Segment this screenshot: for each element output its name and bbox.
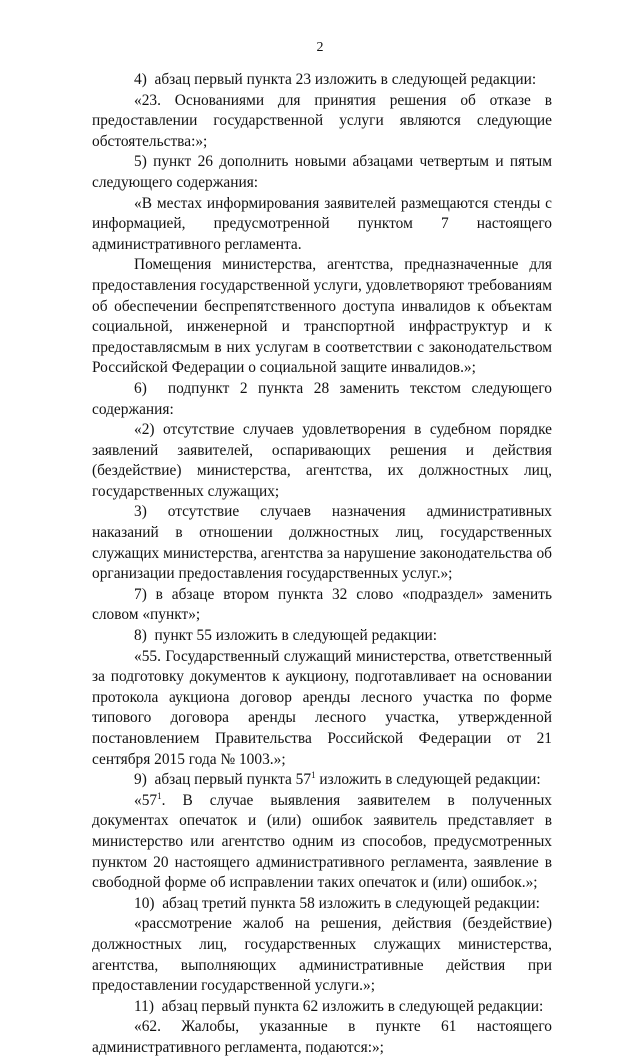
paragraph bbox=[92, 791, 552, 894]
paragraph: 4) абзац первый пункта 23 изложить в следующей редакции: bbox=[134, 71, 537, 88]
paragraph: 6) подпункт 2 пункта 28 заменить текстом следующего содержания: bbox=[92, 379, 552, 418]
paragraph: 11) абзац первый пункта 62 изложить в следующей редакции: bbox=[134, 997, 544, 1015]
paragraph: 5) пункт 26 дополнить новыми абзацами четвертым и пятым следующего содержания: bbox=[92, 153, 552, 191]
paragraph: 7) в абзаце втором пункта 32 слово «подраздел» заменить словом «пункт»; bbox=[92, 585, 552, 624]
paragraph: «55. Государственный служащий министерства, ответственный за подготовку документов к аукциону, подготавливает на основании протокола аукциона договор аренды лесного участка по форме типового договора аренды лесного участка, утвержденной постановлением Правительства Российской Федерации от 21 сентября 2015 года № 1003.»; bbox=[92, 647, 552, 768]
superscript: 1 bbox=[157, 790, 162, 801]
paragraph-text: . В случае выявления заявителем в полученных документах опечаток и (или) ошибок заявитель представляет в министерство или агентство одним из способов, предусмотренных пунктом 20 настоящего административного регламента, заявление в свободной форме об исправлении таких опечаток и (или) ошибок.»; bbox=[92, 791, 552, 892]
paragraph: «В местах информирования заявителей размещаются стенды с информацией, предусмотренной пунктом 7 настоящего административного регламента. bbox=[92, 194, 552, 253]
paragraph-text: изложить в следующей редакции: bbox=[315, 771, 541, 789]
superscript: 1 bbox=[311, 770, 316, 781]
paragraph-text: «57 bbox=[134, 791, 158, 809]
paragraph-text: 9) абзац первый пункта 57 bbox=[134, 771, 312, 789]
paragraph: 10) абзац третий пункта 58 изложить в следующей редакции: bbox=[134, 894, 540, 912]
paragraph: Помещения министерства, агентства, предназначенные для предоставления государственной услуги, удовлетворяют требованиям об обеспечении беспрепятственного доступа инвалидов к объектам социальной, инженерной и транспортной инфраструктур и к предоставлясмым в них услугам в соответствии с законодательством Российской Федерации о социальной защите инвалидов.»; bbox=[92, 256, 552, 377]
document-body bbox=[92, 70, 552, 1059]
paragraph bbox=[92, 770, 552, 791]
paragraph: «23. Основаниями для принятия решения об отказе в предоставлении государственной услуги являются следующие обстоятельства:»; bbox=[92, 91, 552, 150]
paragraph: 8) пункт 55 изложить в следующей редакции: bbox=[134, 627, 438, 645]
paragraph: «2) отсутствие случаев удовлетворения в судебном порядке заявлений заявителей, оспаривающих решения и действия (бездействие) министерства, агентства, их должностных лиц, государственных служащих; bbox=[92, 421, 552, 500]
paragraph: 3) отсутствие случаев назначения административных наказаний в отношении должностных лиц, государственных служащих министерства, агентства за нарушение законодательства об организации предоставления государственных услуг.»; bbox=[92, 503, 552, 583]
paragraph: «62. Жалобы, указанные в пункте 61 настоящего административного регламента, подаются:»; bbox=[92, 1018, 552, 1056]
page-number: 2 bbox=[316, 40, 324, 55]
paragraph: «рассмотрение жалоб на решения, действия (бездействие) должностных лиц, государственных служащих министерства, агентства, выполняющих административные действия при предоставлении государственной услуги.»; bbox=[92, 915, 552, 995]
